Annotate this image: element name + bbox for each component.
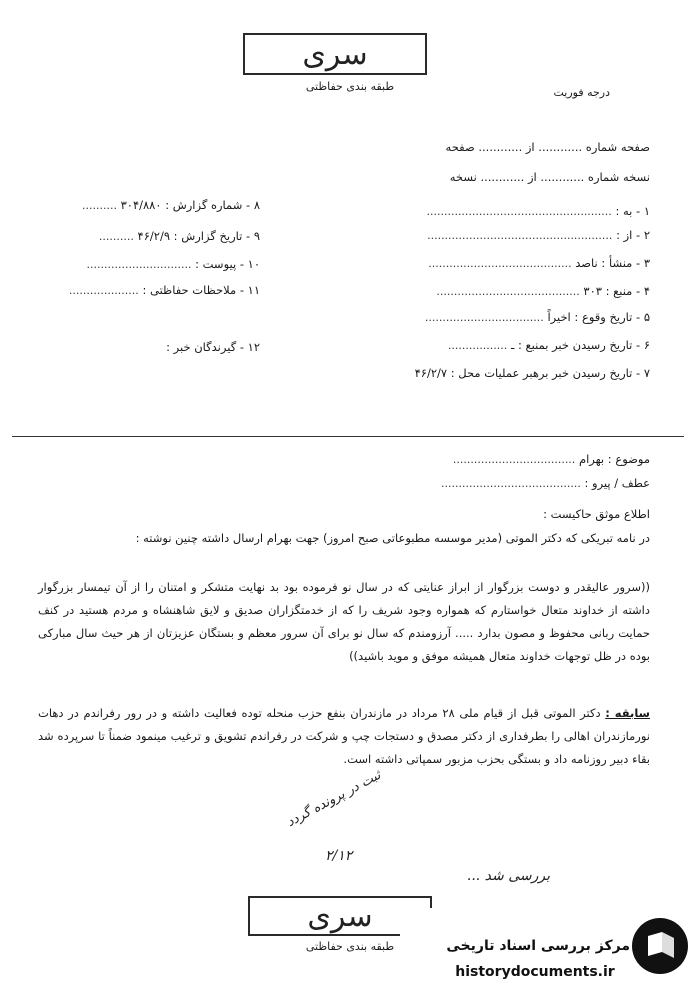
field-report-number-dots: .......... [81, 199, 117, 212]
field-report-date [15, 229, 260, 243]
field-recipients-label: ۱۲ - گیرندگان خبر : [166, 340, 260, 354]
field-op-leader-received-date-value: ۴۶/۲/۷ [414, 366, 448, 380]
field-occurrence-date-value: اخیراً [547, 310, 571, 324]
classification-caption-top: طبقه بندی حفاظتی [305, 80, 395, 93]
field-origin-label: ۳ - منشأ : [601, 256, 650, 270]
history-label: سابقه : [605, 706, 650, 720]
field-source [360, 284, 650, 298]
subject-line [380, 452, 650, 466]
field-attachment-label: ۱۰ - پیوست : [195, 257, 260, 271]
field-origin-dots: ......................................... [428, 257, 572, 270]
watermark-title: مرکز بررسی اسناد تاریخی [446, 938, 630, 954]
field-origin [360, 256, 650, 270]
reference-label: عطف / پیرو : [584, 476, 650, 490]
field-report-date-dots: .......... [98, 230, 134, 243]
field-source-label: ۴ - منبع : [605, 284, 650, 298]
subject-dots: ................................... [452, 453, 576, 466]
signature-line: بررسی شد ... [466, 868, 550, 884]
field-report-date-value: ۴۶/۲/۹ [137, 229, 171, 243]
field-origin-value: ناصد [575, 256, 598, 270]
field-security-notes-label: ۱۱ - ملاحظات حفاظتی : [142, 283, 260, 297]
field-to-label: ۱ - به : [615, 204, 650, 218]
classification-stamp-text: سری [302, 36, 368, 72]
field-source-dots: ......................................... [436, 285, 580, 298]
body-intro: اطلاع موثق حاکیست : [543, 507, 650, 521]
page-number-line: صفحه شماره ............ از ............ صفحه [445, 140, 650, 154]
field-occurrence-date-label: ۵ - تاریخ وقوع : [574, 310, 650, 324]
field-occurrence-date-dots: .................................. [424, 311, 544, 324]
history-text: دکتر الموتی قبل از قیام ملی ۲۸ مرداد در مازندران بنفع حزب منحله توده فعالیت داشته و در رور رفراندم در دهات نورمازندران اهالی را بطرفداری از دکتر مصدق و دستجات چپ و شرکت در رفراندم تشویق و ترغیب مینمود ضمناً تا سرپرده شد بقاء دبیر روزنامه داد و بستگی بحزب مزبور سمپاتی داشته است. [38, 706, 650, 766]
field-recipients [15, 340, 260, 354]
reference-line [380, 476, 650, 490]
subject-value: بهرام [578, 452, 605, 466]
body-paragraph-1: در نامه تبریکی که دکتر الموتی (مدیر موسسه مطبوعاتی صبح امروز) جهت بهرام ارسال داشته چنین نوشته : [135, 531, 650, 545]
body-quote: ((سرور عالیقدر و دوست بزرگوار از ابراز عنایتی که در سال نو فرموده بود بد نهایت متشکر و امتنان را از آن تیمسار بزرگوار داشته از خداوند متعال خواستارم که همواره وجود شریف را که از خدمتگزاران صدیق و لایق شاهنشاه و مردم هستید در کنف حمایت ربانی محفوظ و مصون بدارد ..... آرزومندم که سال نو برای آن سرور معظم و بستگان عزیزتان از هر حیث سال مبارکی بوده در ظل توجهات خداوند متعال همیشه موفق و موید باشید)) [38, 580, 650, 663]
watermark-url: historydocuments.ir [455, 964, 615, 980]
handwritten-date: ۲/۱۲ [325, 848, 353, 864]
field-to [360, 204, 650, 218]
watermark-logo-icon [632, 918, 688, 974]
field-from-label: ۲ - از : [616, 228, 650, 242]
body-history [38, 702, 650, 771]
handwritten-annotation: ثبت در پرونده گردد [284, 768, 384, 831]
field-source-value: ۳۰۳ [583, 284, 602, 298]
field-to-dots: ..................................................... [426, 205, 612, 218]
field-report-number-label: ۸ - شماره گزارش : [165, 198, 260, 212]
field-op-leader-received-date-label: ۷ - تاریخ رسیدن خبر برهبر عملیات محل : [450, 366, 650, 380]
field-source-received-date-label: ۶ - تاریخ رسیدن خبر بمنبع : [517, 338, 650, 352]
field-source-received-date-dots: ................. [447, 339, 508, 352]
field-security-notes [15, 283, 260, 297]
section-divider [12, 436, 684, 437]
field-occurrence-date [360, 310, 650, 324]
subject-label: موضوع : [607, 452, 650, 466]
field-attachment [15, 257, 260, 271]
copy-number-line: نسخه شماره ............ از ............ نسخه [449, 170, 650, 184]
field-source-received-date [360, 338, 650, 352]
field-report-number-value: ۳۰۴/۸۸۰ [120, 198, 162, 212]
classification-stamp-top [243, 33, 427, 75]
field-op-leader-received-date [330, 366, 650, 380]
field-source-received-date-value: ـ [510, 338, 515, 352]
watermark [400, 908, 700, 993]
field-security-notes-dots: .................... [68, 284, 139, 297]
reference-dots: ........................................ [440, 477, 581, 490]
classification-stamp-bottom-text: سری [307, 898, 373, 934]
classification-caption-bottom: طبقه بندی حفاظتی [305, 940, 395, 953]
field-attachment-dots: .............................. [86, 258, 192, 271]
field-report-date-label: ۹ - تاریخ گزارش : [173, 229, 260, 243]
field-from [360, 228, 650, 242]
field-from-dots: ..................................................... [427, 229, 613, 242]
priority-label: درجه فوریت [553, 86, 610, 99]
field-report-number [15, 198, 260, 212]
